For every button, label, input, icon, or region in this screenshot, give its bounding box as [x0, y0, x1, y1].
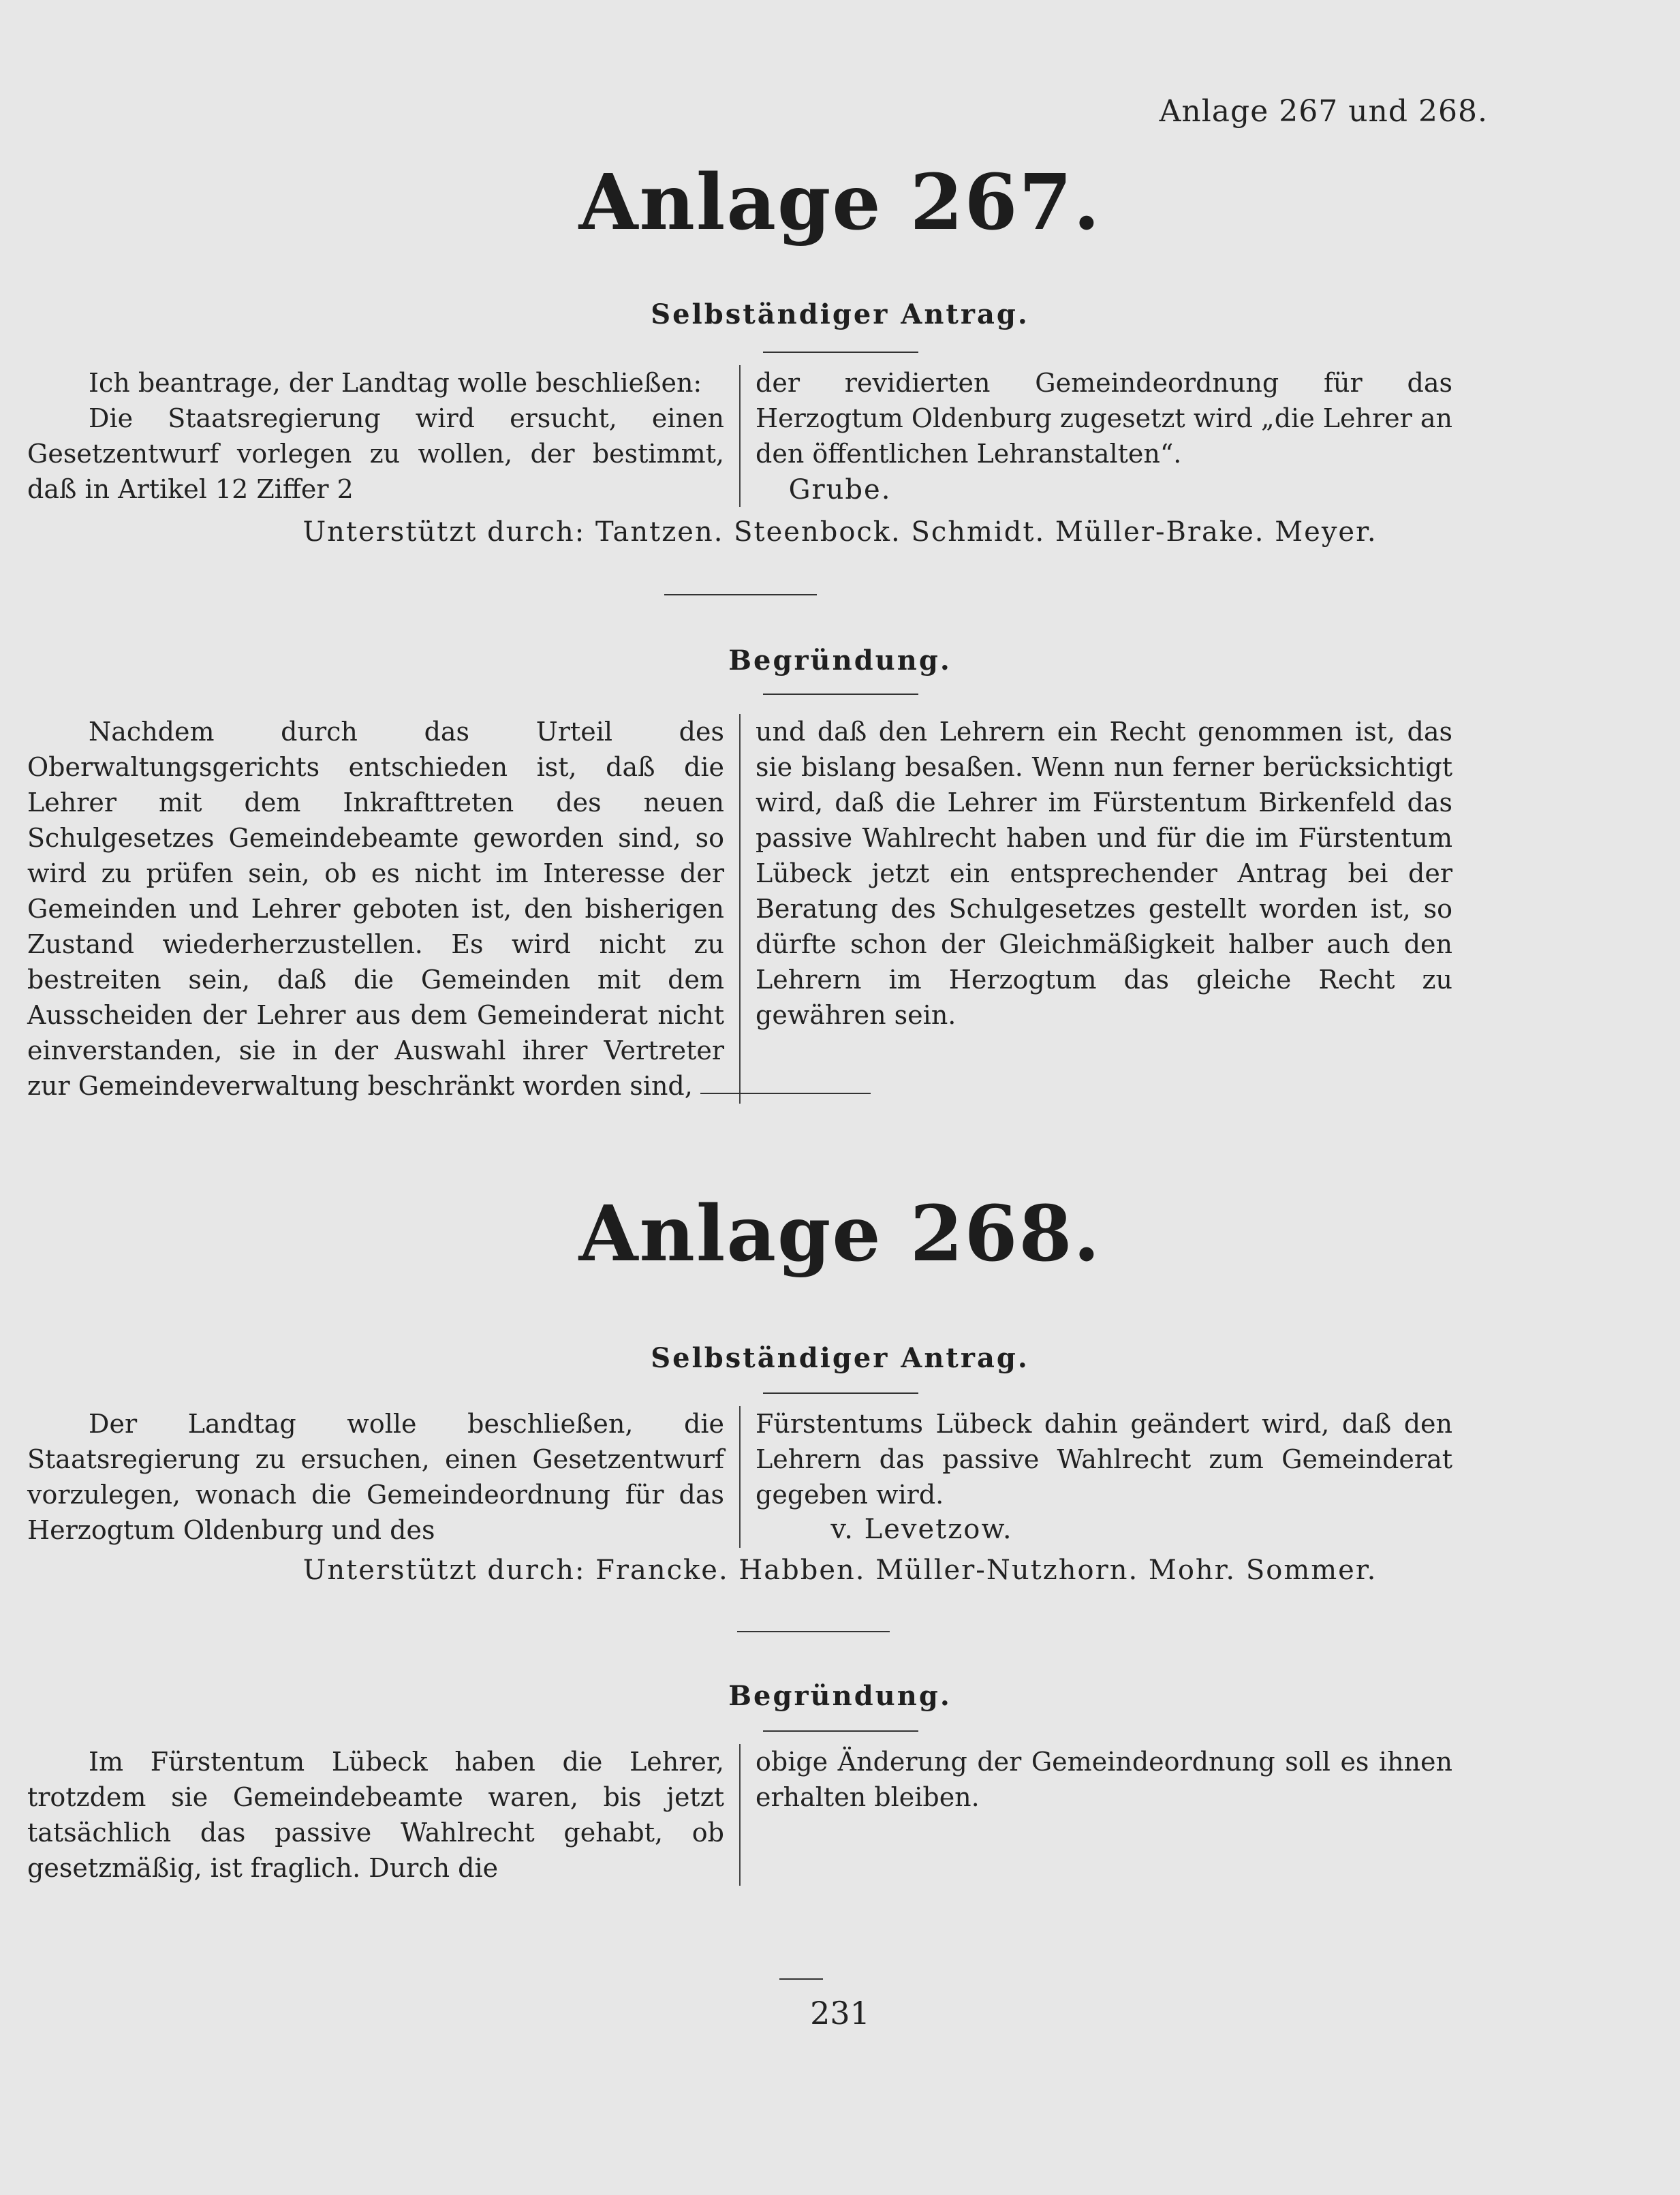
separator-rule — [700, 1093, 871, 1094]
antrag-right-column: Fürstentums Lübeck dahin geändert wird, daß den Lehrern das passive Wahlrecht zum Gemeinderat gegeben wird. — [756, 1409, 1452, 1510]
begruendung-right-column: obige Änderung der Gemeindeordnung soll es ihnen erhalten bleiben. — [756, 1747, 1452, 1812]
anlage-267-title: Anlage 267. — [578, 158, 1102, 247]
anlage-267-supporters: Unterstützt durch: Tantzen. Steenbock. Schmidt. Müller-Brake. Meyer. — [302, 516, 1378, 548]
running-head: Anlage 267 und 268. — [1159, 94, 1488, 129]
antrag-paragraph: Die Staatsregierung wird ersucht, einen Gesetzentwurf vorlegen zu wollen, der bestimmt, daß in Artikel 12 Ziffer 2 — [27, 403, 724, 504]
begruendung-left-column: Nachdem durch das Urteil des Oberwaltungsgerichts entschieden ist, daß die Lehrer mit dem Inkrafttreten des neuen Schulgesetzes Gemeindebeamte geworden sind, so wird zu prüfen sein, ob es nicht im Interesse der Gemeinden und Lehrer geboten ist, den bisherigen Zustand wiederherzustellen. Es wird nicht zu bestreiten sein, daß die Gemeinden mit dem Ausscheiden der Lehrer aus dem Gemeinderat nicht einverstanden, sie in der Auswahl ihrer Vertreter zur Gemeindeverwaltung beschränkt worden sind, — [27, 717, 724, 1101]
anlage-268-begruendung-title: Begründung. — [728, 1680, 952, 1712]
anlage-267-begruendung — [27, 714, 1452, 1104]
anlage-267-begruendung-title: Begründung. — [728, 644, 952, 676]
section-rule — [763, 1392, 918, 1394]
antrag-right-column: der revidierten Gemeindeordnung für das Herzogtum Oldenburg zugesetzt wird „die Lehrer an den öffentlichen Lehranstalten“. — [756, 368, 1452, 469]
antrag-left-column: Der Landtag wolle beschließen, die Staatsregierung zu ersuchen, einen Gesetzentwurf vorzulegen, wonach die Gemeindeordnung für das Herzogtum Oldenburg und des — [27, 1409, 724, 1545]
section-rule — [737, 1631, 890, 1632]
section-rule — [763, 694, 918, 695]
footer-rule — [779, 1978, 823, 1980]
antrag-paragraph: Ich beantrage, der Landtag wolle beschließen: — [89, 368, 702, 398]
section-rule — [763, 1730, 918, 1732]
section-rule — [664, 594, 817, 595]
begruendung-right-column: und daß den Lehrern ein Recht genommen ist, das sie bislang besaßen. Wenn nun ferner berücksichtigt wird, daß die Lehrer im Fürstentum Birkenfeld das passive Wahlrecht haben und für die im Fürstentum Lübeck jetzt ein entsprechender Antrag bei der Beratung des Schulgesetzes gestellt worden ist, so dürfte schon der Gleichmäßigkeit halber auch den Lehrern im Herzogtum das gleiche Recht zu gewähren sein. — [756, 717, 1452, 1030]
section-rule — [763, 352, 918, 353]
anlage-267-signer: Grube. — [788, 474, 892, 505]
anlage-268-subtitle: Selbständiger Antrag. — [651, 1342, 1029, 1374]
begruendung-left-column: Im Fürstentum Lübeck haben die Lehrer, trotzdem sie Gemeindebeamte waren, bis jetzt tatsächlich das passive Wahlrecht gehabt, ob gesetzmäßig, ist fraglich. Durch die — [27, 1747, 724, 1883]
anlage-268-title: Anlage 268. — [578, 1189, 1102, 1279]
anlage-268-supporters: Unterstützt durch: Francke. Habben. Müller-Nutzhorn. Mohr. Sommer. — [302, 1555, 1378, 1586]
anlage-268-signer: v. Levetzow. — [830, 1514, 1013, 1545]
anlage-267-subtitle: Selbständiger Antrag. — [651, 298, 1029, 330]
page-number: 231 — [810, 1995, 870, 2031]
anlage-268-begruendung — [27, 1744, 1452, 1886]
